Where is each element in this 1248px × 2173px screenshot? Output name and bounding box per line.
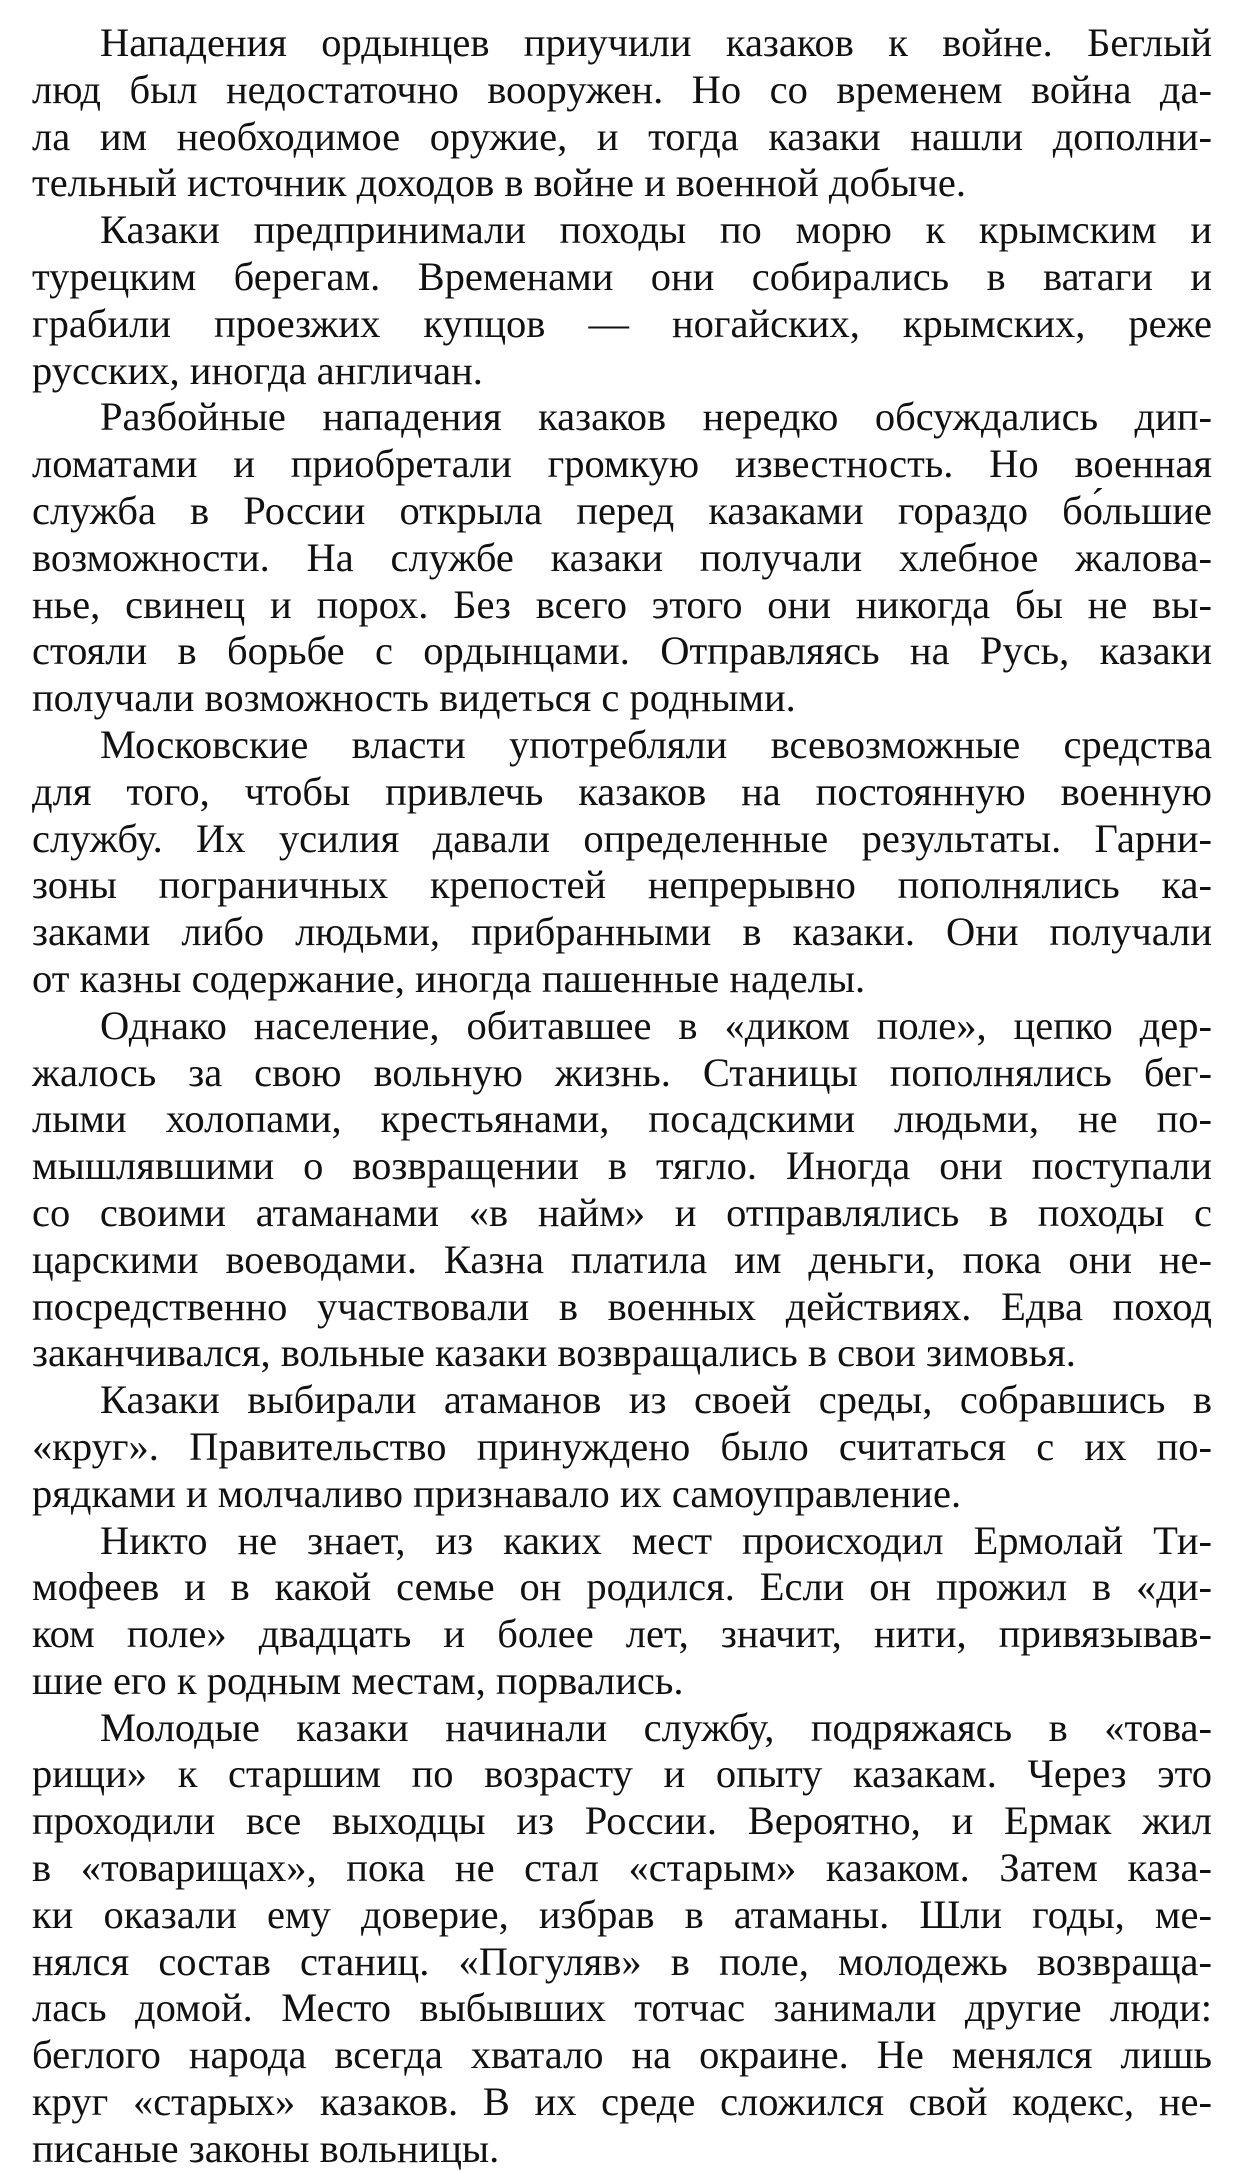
text-line: в «товарищах», пока не стал «старым» казаком. Затем каза-: [32, 1845, 1212, 1891]
document-page: [32, 20, 1212, 2173]
text-line: турецким берегам. Временами они собирались в ватаги и: [32, 253, 1212, 299]
text-line: русских, иногда англичан.: [32, 347, 483, 393]
text-line: Разбойные нападения казаков нередко обсуждались дип-: [100, 394, 1212, 440]
text-line: со своими атаманами «в найм» и отправлялись в походы с: [32, 1189, 1212, 1235]
text-line: Молодые казаки начинали службу, подряжаясь в «това-: [100, 1704, 1212, 1750]
paragraph: [32, 1705, 1212, 2173]
text-line: заками либо людьми, прибранными в казаки. Они получали: [32, 909, 1212, 955]
paragraph: [32, 1518, 1212, 1705]
text-line: шие его к родным местам, порвались.: [32, 1657, 684, 1703]
text-line: беглого народа всегда хватало на окраине. Не менялся лишь: [32, 2032, 1212, 2078]
text-line: круг «старых» казаков. В их среде сложился свой кодекс, не-: [32, 2079, 1212, 2125]
text-line: рищи» к старшим по возрасту и опыту казакам. Через это: [32, 1751, 1212, 1797]
text-line: возможности. На службе казаки получали хлебное жалова-: [32, 534, 1212, 580]
text-line: посредственно участвовали в военных действиях. Едва поход: [32, 1283, 1212, 1329]
text-line: люд был недостаточно вооружен. Но со временем война да-: [32, 66, 1212, 112]
paragraph: [32, 20, 1212, 207]
text-line: ки оказали ему доверие, избрав в атаманы. Шли годы, ме-: [32, 1891, 1212, 1937]
text-line: служба в России открыла перед казаками гораздо бо́льшие: [32, 487, 1212, 533]
text-line: тельный источник доходов в войне и военной добыче.: [32, 160, 967, 206]
text-line: мофеев и в какой семье он родился. Если он прожил в «ди-: [32, 1564, 1212, 1610]
text-line: проходили все выходцы из России. Вероятно, и Ермак жил: [32, 1798, 1212, 1844]
paragraph: [32, 207, 1212, 394]
text-line: нялся состав станиц. «Погуляв» в поле, молодежь возвраща-: [32, 1938, 1212, 1984]
text-line: Казаки выбирали атаманов из своей среды, собравшись в: [100, 1377, 1212, 1423]
paragraph: [32, 1377, 1212, 1517]
text-line: Казаки предпринимали походы по морю к крымским и: [100, 207, 1212, 253]
text-line: нье, свинец и порох. Без всего этого они никогда бы не вы-: [32, 581, 1212, 627]
text-line: ком поле» двадцать и более лет, значит, нити, привязывав-: [32, 1611, 1212, 1657]
paragraph: [32, 394, 1212, 722]
text-line: Никто не знает, из каких мест происходил Ермолай Ти-: [100, 1517, 1212, 1563]
text-line: жалось за свою вольную жизнь. Станицы пополнялись бег-: [32, 1049, 1212, 1095]
text-line: для того, чтобы привлечь казаков на постоянную военную: [32, 768, 1212, 814]
text-line: «круг». Правительство принуждено было считаться с их по-: [32, 1423, 1212, 1469]
text-line: царскими воеводами. Казна платила им деньги, пока они не-: [32, 1236, 1212, 1282]
paragraph: [32, 1003, 1212, 1377]
text-line: лыми холопами, крестьянами, посадскими людьми, не по-: [32, 1096, 1212, 1142]
text-line: ломатами и приобретали громкую известность. Но военная: [32, 441, 1212, 487]
text-line: получали возможность видеться с родными.: [32, 675, 796, 721]
text-line: Однако население, обитавшее в «диком поле», цепко дер-: [100, 1002, 1212, 1048]
text-line: писаные законы вольницы.: [32, 2125, 500, 2171]
paragraph: [32, 722, 1212, 1003]
text-line: ла им необходимое оружие, и тогда казаки нашли дополни-: [32, 113, 1212, 159]
text-line: Московские власти употребляли всевозможные средства: [100, 721, 1212, 767]
text-line: заканчивался, вольные казаки возвращались в свои зимовья.: [32, 1330, 1076, 1376]
text-line: грабили проезжих купцов — ногайских, крымских, реже: [32, 300, 1212, 346]
text-line: рядками и молчаливо признавало их самоуправление.: [32, 1470, 962, 1516]
text-line: службу. Их усилия давали определенные результаты. Гарни-: [32, 815, 1212, 861]
text-line: зоны пограничных крепостей непрерывно пополнялись ка-: [32, 862, 1212, 908]
text-line: стояли в борьбе с ордынцами. Отправляясь на Русь, казаки: [32, 628, 1212, 674]
text-line: Нападения ордынцев приучили казаков к войне. Беглый: [100, 20, 1212, 65]
text-line: мышлявшими о возвращении в тягло. Иногда они поступали: [32, 1143, 1212, 1189]
text-line: лась домой. Место выбывших тотчас занимали другие люди:: [32, 1985, 1212, 2031]
text-line: от казны содержание, иногда пашенные наделы.: [32, 955, 866, 1001]
